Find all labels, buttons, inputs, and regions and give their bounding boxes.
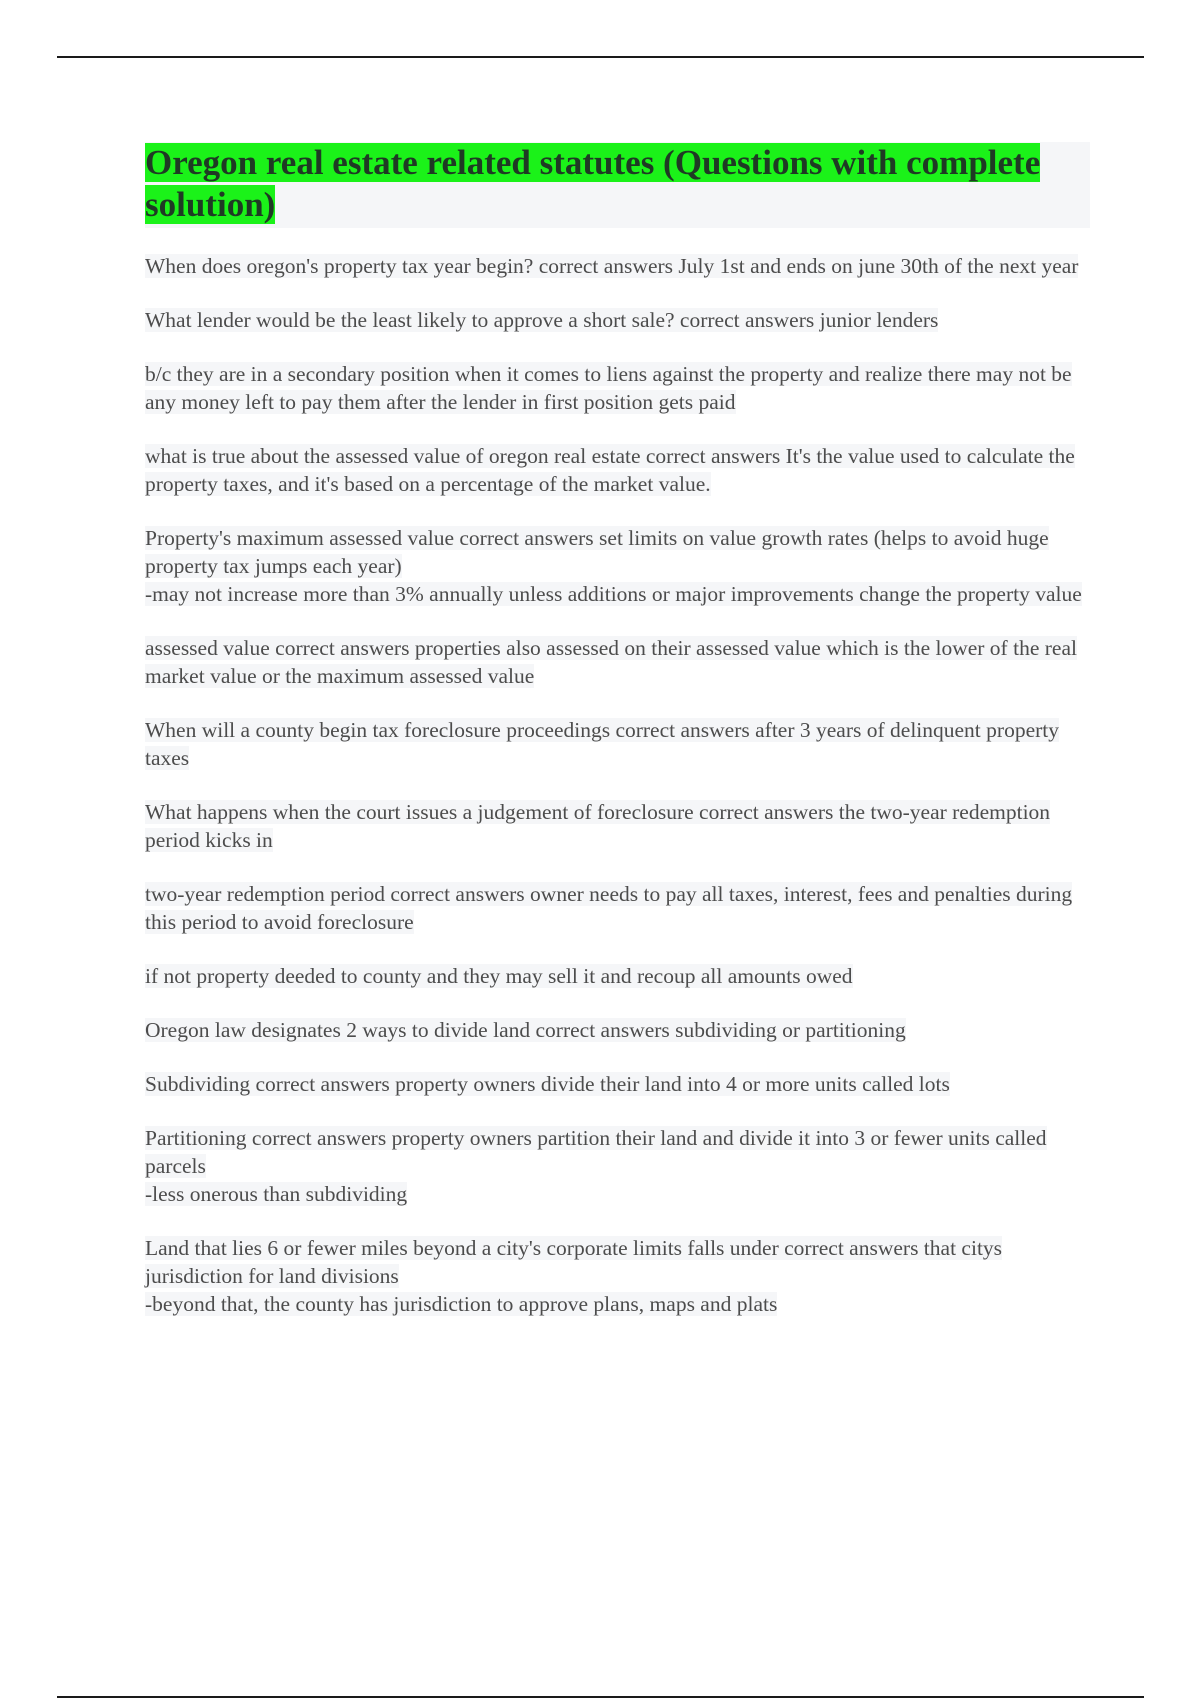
qa-paragraph (145, 360, 1090, 416)
qa-line (145, 634, 1090, 690)
title-block (145, 142, 1090, 228)
qa-line-text: what is true about the assessed value of oregon real estate correct answers It's the value used to calculate the property taxes, and it's based on a percentage of the market value. (145, 444, 1075, 496)
qa-line-text: What lender would be the least likely to approve a short sale? correct answers junior lenders (145, 308, 939, 332)
qa-paragraph (145, 524, 1090, 608)
qa-paragraph (145, 1016, 1090, 1044)
qa-list (145, 252, 1090, 1318)
qa-line-text: When does oregon's property tax year begin? correct answers July 1st and ends on june 30th of the next year (145, 254, 1079, 278)
qa-line (145, 252, 1090, 280)
qa-paragraph (145, 716, 1090, 772)
qa-paragraph (145, 798, 1090, 854)
qa-line (145, 962, 1090, 990)
qa-line-text: assessed value correct answers properties also assessed on their assessed value which is the lower of the real market value or the maximum assessed value (145, 636, 1077, 688)
page-bottom-rule (57, 1696, 1144, 1698)
qa-line-text: -may not increase more than 3% annually unless additions or major improvements change the property value (145, 582, 1082, 606)
qa-line-text: b/c they are in a secondary position when it comes to liens against the property and realize there may not be any money left to pay them after the lender in first position gets paid (145, 362, 1072, 414)
qa-paragraph (145, 880, 1090, 936)
qa-line (145, 798, 1090, 854)
qa-paragraph (145, 1234, 1090, 1318)
qa-line (145, 1124, 1090, 1180)
qa-line (145, 524, 1090, 580)
qa-line (145, 360, 1090, 416)
qa-line-text: two-year redemption period correct answers owner needs to pay all taxes, interest, fees and penalties during this period to avoid foreclosure (145, 882, 1073, 934)
qa-paragraph (145, 1124, 1090, 1208)
page-top-rule (57, 56, 1144, 58)
qa-line-text: if not property deeded to county and they may sell it and recoup all amounts owed (145, 964, 853, 988)
qa-line (145, 716, 1090, 772)
qa-line-text: Partitioning correct answers property owners partition their land and divide it into 3 or fewer units called parcels (145, 1126, 1047, 1178)
qa-line-text: -beyond that, the county has jurisdiction to approve plans, maps and plats (145, 1292, 778, 1316)
qa-line (145, 306, 1090, 334)
qa-line-text: Property's maximum assessed value correct answers set limits on value growth rates (helps to avoid huge property tax jumps each year) (145, 526, 1049, 578)
qa-line (145, 442, 1090, 498)
qa-paragraph (145, 634, 1090, 690)
qa-line-text: Oregon law designates 2 ways to divide land correct answers subdividing or partitioning (145, 1018, 906, 1042)
qa-line-text: When will a county begin tax foreclosure proceedings correct answers after 3 years of delinquent property taxes (145, 718, 1059, 770)
qa-paragraph (145, 442, 1090, 498)
qa-line-text: -less onerous than subdividing (145, 1182, 408, 1206)
qa-line-text: Subdividing correct answers property owners divide their land into 4 or more units called lots (145, 1072, 950, 1096)
qa-paragraph (145, 252, 1090, 280)
qa-line (145, 1234, 1090, 1290)
qa-line-text: Land that lies 6 or fewer miles beyond a city's corporate limits falls under correct answers that citys jurisdiction for land divisions (145, 1236, 1003, 1288)
document-title-text: Oregon real estate related statutes (Questions with complete solution) (145, 143, 1041, 224)
qa-line (145, 1290, 1090, 1318)
document-title (145, 142, 1076, 226)
qa-line (145, 1070, 1090, 1098)
qa-line (145, 1016, 1090, 1044)
qa-paragraph (145, 306, 1090, 334)
qa-line (145, 880, 1090, 936)
qa-line (145, 1180, 1090, 1208)
qa-line (145, 580, 1090, 608)
qa-line-text: What happens when the court issues a judgement of foreclosure correct answers the two-year redemption period kicks in (145, 800, 1051, 852)
qa-paragraph (145, 962, 1090, 990)
qa-paragraph (145, 1070, 1090, 1098)
document-body (145, 142, 1090, 1344)
